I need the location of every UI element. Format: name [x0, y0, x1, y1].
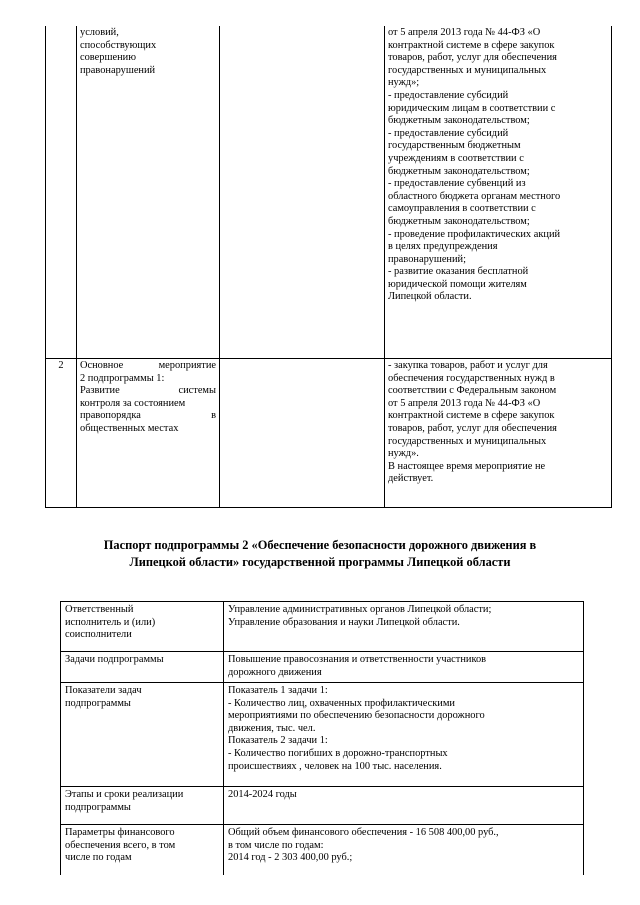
- table-row: [61, 825, 584, 875]
- passport-label-cell: [61, 787, 224, 825]
- text-line: в том числе по годам:: [228, 839, 324, 851]
- text-line: числе по годам: [65, 852, 132, 864]
- text-line: соответствии с Федеральным законом: [388, 385, 557, 397]
- text-line: юридической помощи жителям: [388, 278, 527, 290]
- text-line: от 5 апреля 2013 года № 44-ФЗ «О: [388, 397, 541, 409]
- text-line: действует.: [388, 473, 434, 485]
- text-line: Показатель 2 задачи 1:: [228, 735, 328, 747]
- table-row: [61, 787, 584, 825]
- subprogram-passport-heading: [40, 537, 600, 571]
- text-line: подпрограммы: [65, 801, 131, 813]
- table-row: [61, 602, 584, 652]
- text-line: правопорядка в: [80, 410, 216, 422]
- passport-table: [60, 601, 584, 875]
- text-line: обеспечения всего, в том: [65, 839, 176, 851]
- text-line: мероприятиями по обеспечению безопасности дорожного: [228, 710, 485, 722]
- text-line: государственных и муниципальных: [388, 64, 547, 76]
- text-line: в целях предупреждения: [388, 241, 498, 253]
- text-line: Общий объем финансового обеспечения - 16 508 400,00 руб.,: [228, 827, 499, 838]
- passport-label-cell: [61, 602, 224, 652]
- text-line: Повышение правосознания и ответственности участников: [228, 654, 487, 665]
- text-line: правонарушений;: [388, 253, 467, 265]
- text-line: В настоящее время мероприятие не: [388, 460, 546, 472]
- passport-label-cell: [61, 825, 224, 875]
- row-number-cell: 2: [46, 359, 77, 508]
- heading-line: Липецкой области» государственной программы Липецкой области: [129, 555, 511, 569]
- text-line: контрактной системе в сфере закупок: [388, 39, 555, 51]
- text-line: происшествиях , человек на 100 тыс. населения.: [228, 760, 442, 772]
- text-line: Основное мероприятие: [80, 360, 216, 371]
- text-line: обеспечения государственных нужд в: [388, 372, 555, 384]
- empty-cell: [220, 359, 385, 508]
- text-line: Параметры финансового: [65, 827, 175, 838]
- text-line: Липецкой области.: [388, 291, 472, 303]
- text-line: - предоставление субсидий: [388, 127, 509, 139]
- text-line: исполнитель и (или): [65, 616, 156, 628]
- mechanism-cell: [385, 359, 612, 508]
- text-line: бюджетным законодательством;: [388, 215, 530, 227]
- text-line: бюджетным законодательством;: [388, 165, 530, 177]
- text-line: от 5 апреля 2013 года № 44-ФЗ «О: [388, 27, 541, 38]
- text-line: товаров, работ, услуг для обеспечения: [388, 52, 557, 64]
- passport-label-cell: [61, 652, 224, 683]
- text-line: Управление административных органов Липецкой области;: [228, 604, 492, 615]
- text-line: Ответственный: [65, 604, 134, 615]
- text-line: областного бюджета органам местного: [388, 190, 561, 202]
- passport-value-cell: [224, 825, 584, 875]
- text-line: 2 подпрограммы 1:: [80, 372, 165, 384]
- text-line: самоуправления в соответствии с: [388, 203, 536, 215]
- text-line: - Количество погибших в дорожно-транспортных: [228, 747, 448, 759]
- row-number-cell: [46, 26, 77, 359]
- text-line: правонарушений: [80, 64, 156, 76]
- activity-name-cell: [77, 26, 220, 359]
- text-line: общественных местах: [80, 422, 179, 434]
- text-line: учреждениям в соответствии с: [388, 152, 524, 164]
- text-line: Этапы и сроки реализации: [65, 789, 184, 800]
- passport-value-cell: [224, 787, 584, 825]
- text-line: способствующих: [80, 39, 157, 51]
- empty-cell: [220, 26, 385, 359]
- passport-value-cell: [224, 602, 584, 652]
- text-line: Управление образования и науки Липецкой области.: [228, 616, 460, 628]
- text-line: совершению: [80, 52, 136, 64]
- text-line: Показатель 1 задачи 1:: [228, 685, 328, 696]
- text-line: государственных и муниципальных: [388, 435, 547, 447]
- text-line: контроля за состоянием: [80, 397, 186, 409]
- passport-label-cell: [61, 683, 224, 787]
- text-line: товаров, работ, услуг для обеспечения: [388, 422, 557, 434]
- text-line: 2014 год - 2 303 400,00 руб.;: [228, 852, 353, 864]
- text-line: движения, тыс. чел.: [228, 722, 316, 734]
- table-row: [46, 359, 612, 508]
- activity-name-cell: [77, 359, 220, 508]
- text-line: контрактной системе в сфере закупок: [388, 410, 555, 422]
- passport-value-cell: [224, 683, 584, 787]
- text-line: 2014-2024 годы: [228, 789, 297, 800]
- table-row: [61, 683, 584, 787]
- text-line: нужд».: [388, 448, 419, 460]
- mechanism-cell: [385, 26, 612, 359]
- text-line: - закупка товаров, работ и услуг для: [388, 360, 548, 371]
- text-line: Показатели задач: [65, 685, 142, 696]
- passport-value-cell: [224, 652, 584, 683]
- text-line: Развитие системы: [80, 385, 216, 397]
- text-line: подпрограммы: [65, 697, 131, 709]
- table-row: [61, 652, 584, 683]
- text-line: юридическим лицам в соответствии с: [388, 102, 556, 114]
- text-line: дорожного движения: [228, 666, 322, 678]
- text-line: - развитие оказания бесплатной: [388, 266, 529, 278]
- activities-table: [45, 26, 612, 508]
- text-line: государственным бюджетным: [388, 140, 521, 152]
- text-line: - проведение профилактических акций: [388, 228, 561, 240]
- text-line: бюджетным законодательством;: [388, 115, 530, 127]
- text-line: Задачи подпрограммы: [65, 654, 164, 665]
- table-row: [46, 26, 612, 359]
- text-line: - Количество лиц, охваченных профилактическими: [228, 697, 455, 709]
- text-line: нужд»;: [388, 77, 420, 89]
- heading-line: Паспорт подпрограммы 2 «Обеспечение безопасности дорожного движения в: [103, 538, 537, 552]
- text-line: - предоставление субвенций из: [388, 178, 526, 190]
- text-line: условий,: [80, 27, 119, 38]
- text-line: - предоставление субсидий: [388, 89, 509, 101]
- text-line: соисполнители: [65, 629, 132, 641]
